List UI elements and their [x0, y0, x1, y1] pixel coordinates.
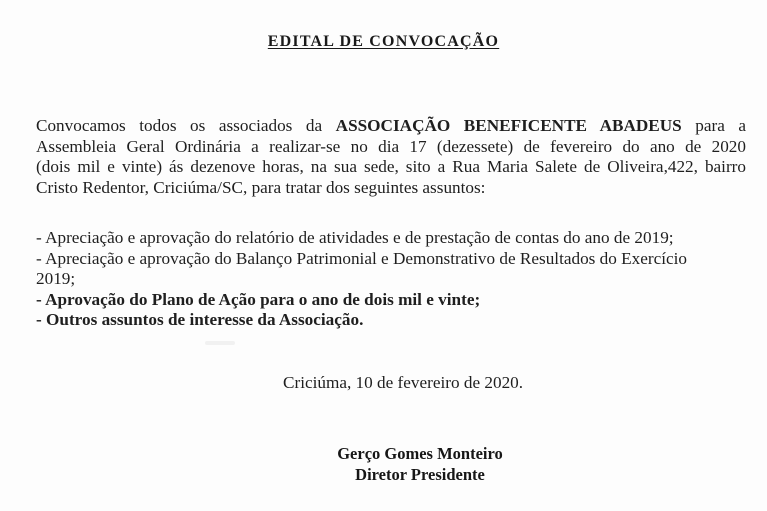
agenda-item: [36, 310, 756, 331]
signatory-name: Gerço Gomes Monteiro: [337, 444, 503, 463]
convocation-paragraph: [36, 116, 746, 198]
signature-block: [300, 443, 540, 485]
agenda-item: [36, 228, 756, 249]
paragraph-line-1-pre: Convocamos todos os associados da: [36, 116, 336, 135]
place-and-date: Criciúma, 10 de fevereiro de 2020.: [283, 373, 524, 392]
agenda-item-line: - Apreciação e aprovação do Balanço Patrimonial e Demonstrativo de Resultados do Exercício: [36, 248, 687, 268]
agenda-item: [36, 249, 756, 290]
paragraph-line-2: Assembleia Geral Ordinária a realizar-se no dia 17 (dezessete) de fevereiro do ano de 2020: [36, 136, 746, 156]
document-title: EDITAL DE CONVOCAÇÃO: [267, 33, 500, 50]
agenda-item-line-continued: 2019;: [36, 269, 76, 288]
organization-name: ASSOCIAÇÃO BENEFICENTE ABADEUS: [335, 116, 682, 135]
paragraph-line-4: Cristo Redentor, Criciúma/SC, para tratar dos seguintes assuntos:: [36, 177, 486, 197]
agenda-list: [36, 228, 756, 331]
paragraph-line-1-post: para a: [681, 116, 746, 135]
paragraph-line-3: (dois mil e vinte) ás dezenove horas, na sua sede, sito a Rua Maria Salete de Oliveira,422, bairro: [36, 157, 746, 176]
agenda-item-line: - Aprovação do Plano de Ação para o ano de dois mil e vinte;: [36, 289, 481, 309]
signatory-role: Diretor Presidente: [355, 465, 485, 484]
agenda-item-line: - Outros assuntos de interesse da Associação.: [36, 310, 364, 329]
scan-smudge: [205, 341, 235, 345]
paragraph-line-1: [36, 116, 746, 137]
agenda-item: [36, 290, 756, 311]
agenda-item-line: - Apreciação e aprovação do relatório de atividades e de prestação de contas do ano de 2019;: [36, 228, 674, 247]
